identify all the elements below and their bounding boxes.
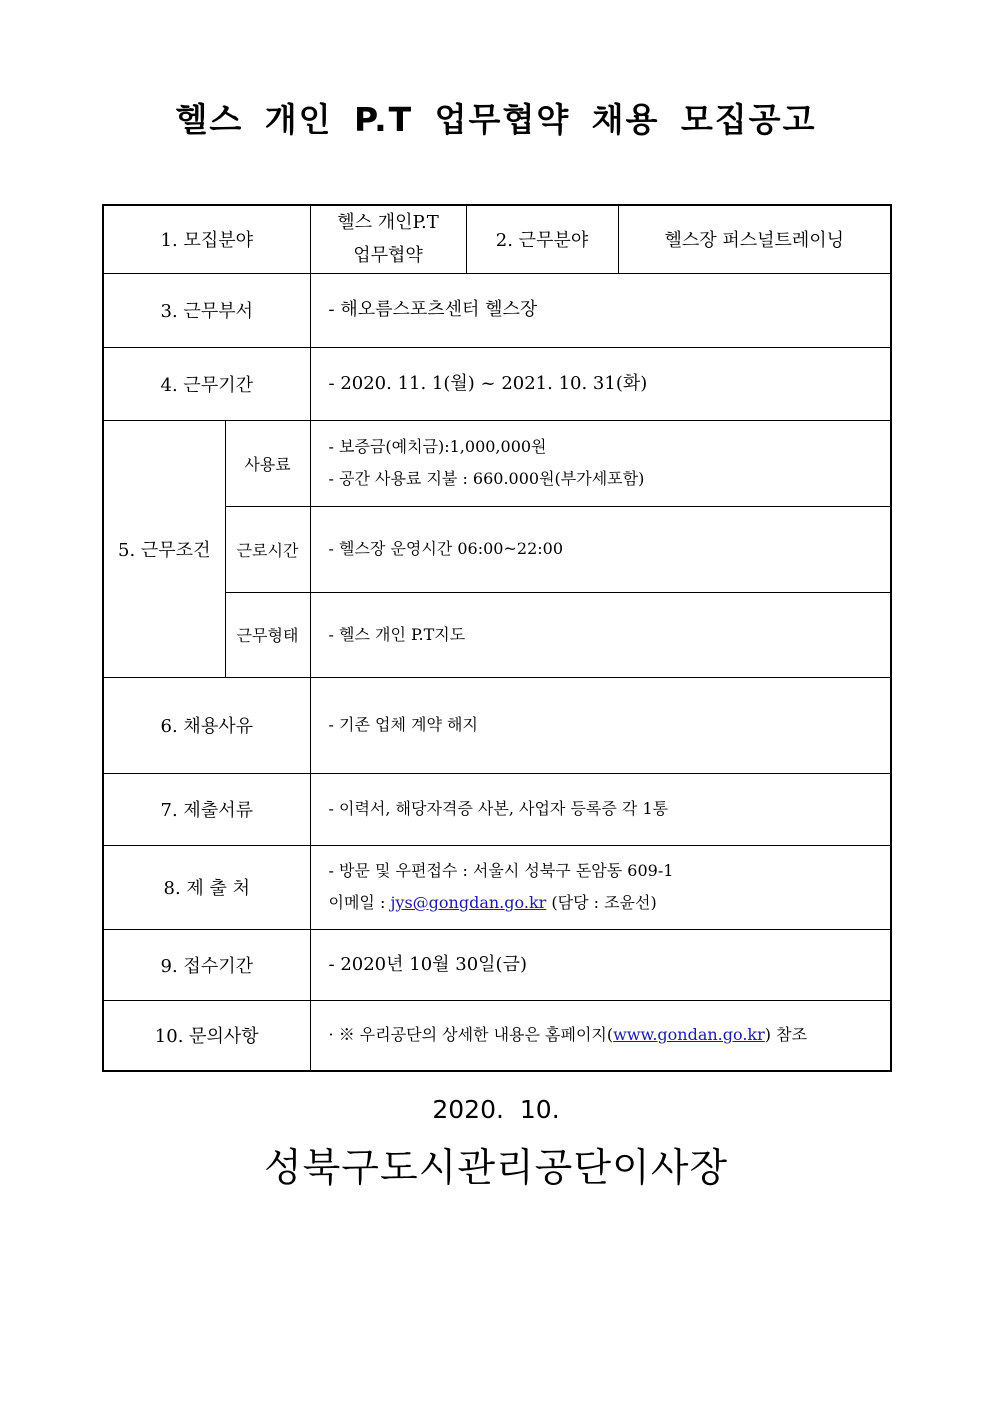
row-inquiry bbox=[103, 1000, 891, 1071]
dept-value: - 해오름스포츠센터 헬스장 bbox=[310, 273, 891, 347]
period-value: - 2020. 11. 1(월) ~ 2021. 10. 31(화) bbox=[310, 347, 891, 420]
docs-label: 7. 제출서류 bbox=[103, 773, 310, 845]
fee-line1: - 보증금(예치금):1,000,000원 bbox=[328, 437, 547, 456]
receipt-label: 9. 접수기간 bbox=[103, 929, 310, 1000]
docs-value: - 이력서, 해당자격증 사본, 사업자 등록증 각 1통 bbox=[310, 773, 891, 845]
inquiry-suffix: ) 참조 bbox=[764, 1025, 808, 1045]
page-title: 헬스 개인 P.T 업무협약 채용 모집공고 bbox=[175, 100, 817, 139]
email-prefix: 이메일 : bbox=[328, 893, 391, 912]
inquiry-value bbox=[310, 1000, 891, 1071]
fee-label: 사용료 bbox=[225, 420, 310, 506]
email-suffix: (담당 : 조윤선) bbox=[546, 893, 657, 912]
inquiry-label: 10. 문의사항 bbox=[103, 1000, 310, 1071]
submit-label: 8. 제 출 처 bbox=[103, 845, 310, 929]
submit-value bbox=[310, 845, 891, 929]
row-receipt bbox=[103, 929, 891, 1000]
conditions-label: 5. 근무조건 bbox=[103, 420, 225, 677]
reason-value: - 기존 업체 계약 해지 bbox=[310, 677, 891, 773]
field-value-line1: 헬스 개인P.T bbox=[337, 212, 439, 234]
notice-date: 2020. 10. bbox=[432, 1095, 560, 1124]
type-value: - 헬스 개인 P.T지도 bbox=[310, 592, 891, 677]
recruitment-table bbox=[102, 204, 892, 1072]
row-docs bbox=[103, 773, 891, 845]
row-dept bbox=[103, 273, 891, 347]
area-label: 2. 근무분야 bbox=[466, 205, 618, 273]
fee-value bbox=[310, 420, 891, 506]
inquiry-prefix: · ※ 우리공단의 상세한 내용은 홈페이지( bbox=[328, 1025, 614, 1045]
issuer-name: 성북구도시관리공단이사장 bbox=[263, 1146, 729, 1191]
fee-line2: - 공간 사용료 지불 : 660.000원(부가세포함) bbox=[328, 469, 645, 488]
submit-line2 bbox=[329, 887, 891, 919]
row-reason bbox=[103, 677, 891, 773]
row-period bbox=[103, 347, 891, 420]
receipt-value: - 2020년 10월 30일(금) bbox=[310, 929, 891, 1000]
dept-label: 3. 근무부서 bbox=[103, 273, 310, 347]
area-value: 헬스장 퍼스널트레이닝 bbox=[618, 205, 891, 273]
field-value bbox=[310, 205, 466, 273]
hours-value: - 헬스장 운영시간 06:00~22:00 bbox=[310, 506, 891, 592]
homepage-link[interactable]: www.gondan.go.kr bbox=[613, 1025, 765, 1045]
email-link[interactable]: jys@gongdan.go.kr bbox=[390, 893, 547, 912]
field-value-line2: 업무협약 bbox=[353, 245, 423, 267]
row-fee bbox=[103, 420, 891, 506]
submit-line1: - 방문 및 우편접수 : 서울시 성북구 돈암동 609-1 bbox=[328, 861, 674, 880]
row-field bbox=[103, 205, 891, 273]
period-label: 4. 근무기간 bbox=[103, 347, 310, 420]
field-label: 1. 모집분야 bbox=[103, 205, 310, 273]
type-label: 근무형태 bbox=[225, 592, 310, 677]
hours-label: 근로시간 bbox=[225, 506, 310, 592]
row-submit bbox=[103, 845, 891, 929]
reason-label: 6. 채용사유 bbox=[103, 677, 310, 773]
